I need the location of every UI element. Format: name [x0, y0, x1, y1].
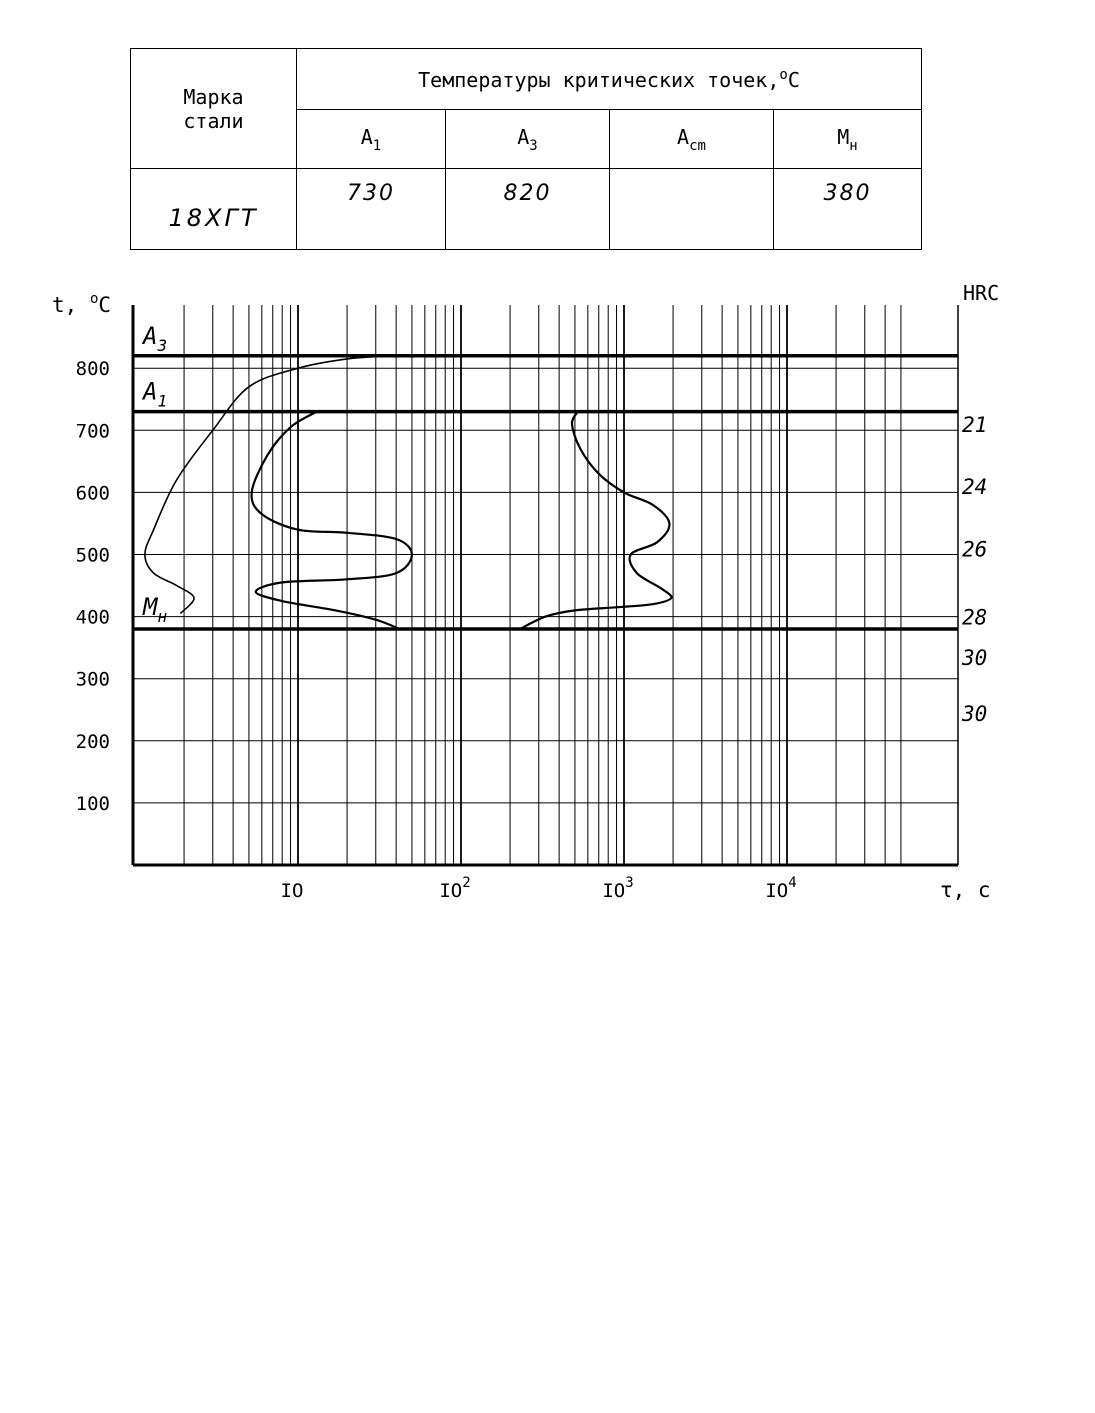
col-header-a3: $A_3$: [446, 110, 610, 169]
grade-header-line2: стали: [183, 108, 244, 133]
critical-line-label-sub: 1: [157, 391, 168, 411]
cell-a3: 820: [446, 169, 610, 250]
y-axis-title-degree: o: [89, 291, 99, 307]
table-title-degree: o: [779, 66, 788, 83]
critical-line-label-main: A: [143, 321, 158, 350]
x-tick-label: [602, 875, 633, 902]
x-tick-label: [281, 880, 304, 902]
y-tick-label: 500: [75, 544, 110, 567]
cell-grade: 18ХГТ: [131, 169, 297, 250]
hrc-value-label: 28: [962, 605, 988, 630]
cell-mn: 380: [774, 169, 922, 250]
table-title: Температуры критических точек,: [418, 67, 780, 92]
critical-line-label-sub: н: [157, 607, 168, 627]
x-tick-base: IO: [280, 880, 304, 902]
x-tick-label: [765, 875, 796, 902]
curve-cooling-curve: [145, 356, 393, 614]
y-tick-label: 800: [75, 358, 110, 381]
y-axis-title-unit: C: [98, 293, 112, 317]
axes: [133, 305, 958, 865]
x-tick-exponent: 4: [788, 875, 797, 891]
y-tick-label: 100: [75, 792, 110, 815]
y-tick-label: 700: [75, 420, 110, 443]
col-header-a1: $A_1$: [297, 110, 446, 169]
x-tick-label: [439, 875, 470, 902]
x-tick-base: IO: [439, 880, 463, 902]
hrc-value-label: 24: [962, 475, 988, 500]
grid: [133, 305, 958, 865]
hrc-value-label: 21: [962, 413, 988, 438]
table-title-unit: C: [787, 67, 800, 92]
curve-transformation-end: [520, 412, 672, 629]
y-tick-label: 600: [75, 482, 110, 505]
y-axis-title: [52, 291, 111, 317]
critical-line-label-main: M: [143, 593, 158, 622]
critical-line-label: [141, 322, 167, 355]
x-tick-base: IO: [602, 880, 626, 902]
hrc-value-label: 30: [962, 645, 988, 670]
x-tick-exponent: 2: [462, 875, 471, 891]
grade-header-line1: Марка: [183, 84, 244, 109]
cell-a1: 730: [297, 169, 446, 250]
x-tick-exponent: 3: [625, 875, 634, 891]
critical-line-label-main: A: [143, 377, 158, 406]
axis-labels: [52, 281, 999, 902]
hrc-value-label: 26: [962, 537, 988, 562]
x-tick-base: IO: [765, 880, 789, 902]
y-tick-label: 300: [75, 668, 110, 691]
critical-line-label: [142, 593, 167, 626]
right-axis-title: HRC: [963, 281, 1000, 305]
curve-transformation-start: [252, 412, 412, 629]
critical-line-label-sub: 3: [157, 335, 168, 355]
critical-line-label: [141, 378, 167, 411]
hrc-value-label: 30: [962, 701, 988, 726]
y-tick-label: 400: [75, 606, 110, 629]
x-axis-title: τ, с: [940, 878, 991, 902]
y-tick-label: 200: [75, 730, 110, 753]
col-header-mn: $M_н$: [774, 110, 922, 169]
col-header-acm: $A_{cm}$: [610, 110, 774, 169]
y-axis-title-text: t,: [52, 293, 90, 317]
